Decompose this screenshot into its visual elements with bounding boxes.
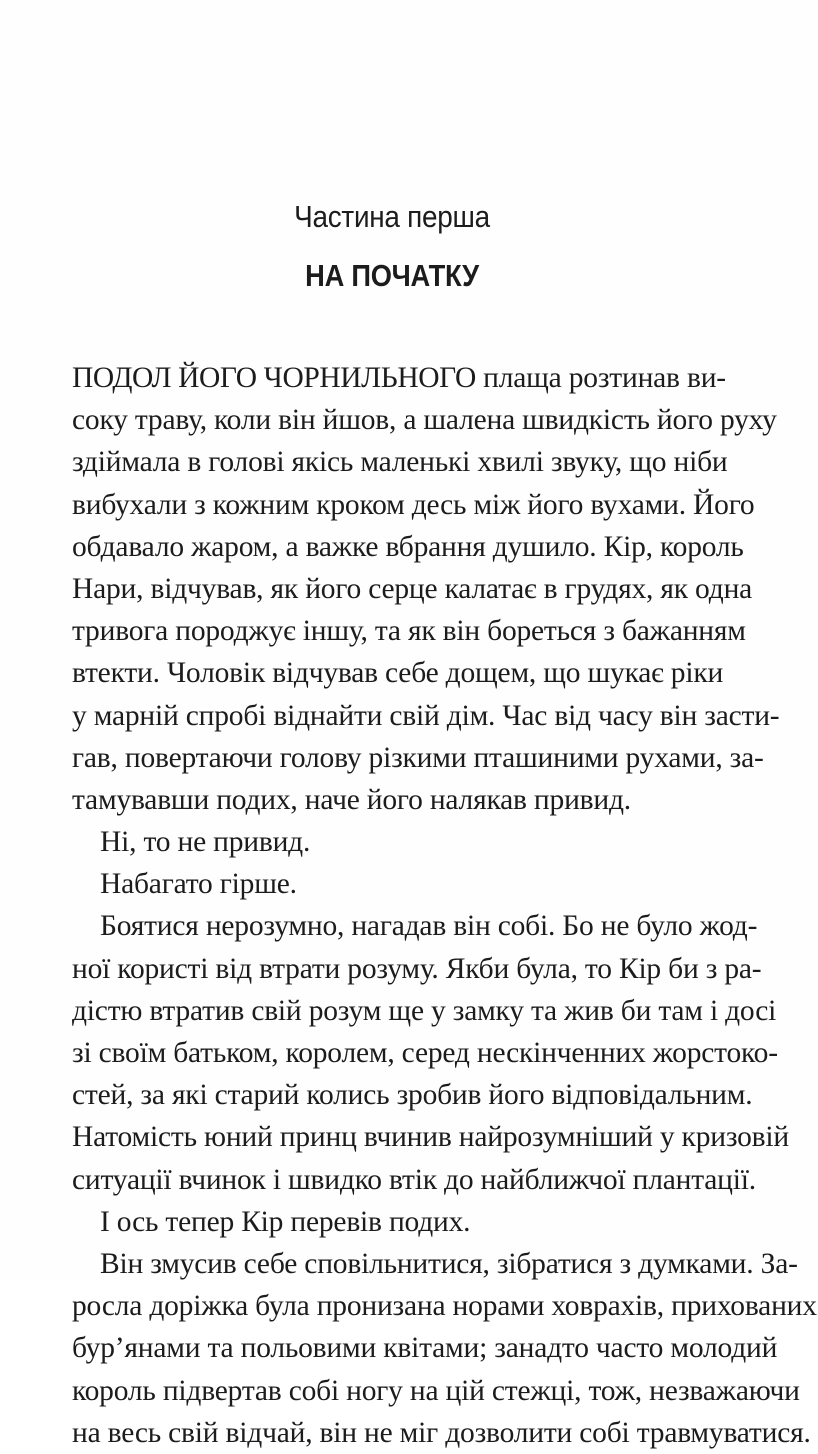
- text-line: [72, 948, 762, 990]
- text-line: [72, 821, 710, 863]
- line-text: стей, за які старий колись зробив його відповідальним.: [72, 1079, 753, 1112]
- line-text: плаща розтинав ви-: [483, 362, 726, 394]
- text-line: [72, 1074, 753, 1116]
- text-line: [72, 1285, 817, 1327]
- line-text: Він змусив себе сповільнитися, зібратися з думками. За-: [100, 1247, 798, 1280]
- line-text: гав, повертаючи голову різкими пташиними рухами, за-: [72, 741, 764, 774]
- line-text: ситуації вчинок і швидко втік до найближчої плантації.: [72, 1163, 756, 1196]
- part-title: Частина перша: [294, 199, 490, 234]
- text-line: [72, 695, 780, 737]
- line-text: Натомість юний принц вчинив найрозумніший у кризовій: [72, 1121, 789, 1154]
- text-line: [72, 1243, 798, 1285]
- line-text: тривога породжує іншу, та як він бореться з бажанням: [72, 615, 746, 648]
- line-text: втекти. Чоловік відчував себе дощем, що шукає ріки: [72, 657, 724, 690]
- text-line: [72, 610, 746, 652]
- line-text: І ось тепер Кір перевів подих.: [100, 1205, 471, 1238]
- text-line: [72, 568, 753, 610]
- line-text: дістю втратив свій розум ще у замку та жив би там і досі: [72, 994, 777, 1027]
- text-line: [72, 484, 755, 526]
- line-text: обдавало жаром, а важке вбрання душило. Кір, король: [72, 530, 744, 563]
- line-text: Набагато гірше.: [100, 868, 297, 901]
- text-line: [72, 990, 777, 1032]
- text-line: [72, 1370, 800, 1412]
- line-text: соку траву, коли він йшов, а шалена швидкість його руху: [72, 404, 777, 437]
- line-text: Боятися нерозумно, нагадав він собі. Бо не було жод-: [100, 910, 758, 943]
- line-text: вибухали з кожним кроком десь між його вухами. Його: [72, 488, 755, 521]
- text-line: [72, 1201, 710, 1243]
- text-line: [72, 1116, 789, 1158]
- chapter-body: [72, 357, 817, 1454]
- line-text: у марній спробі віднайти свій дім. Час від часу він засти-: [72, 699, 780, 732]
- line-text: росла доріжка була пронизана норами ховрахів, прихованих: [72, 1290, 817, 1323]
- line-text: бур’янами та польовими квітами; занадто часто молодий: [72, 1332, 778, 1365]
- text-line: [72, 737, 764, 779]
- line-text: ної користі від втрати розуму. Якби була, то Кір би з ра-: [72, 952, 762, 985]
- text-line: [72, 441, 728, 483]
- text-line: [72, 399, 777, 441]
- text-line: [72, 526, 744, 568]
- line-text: Нари, відчував, як його серце калатає в грудях, як одна: [72, 572, 753, 605]
- line-text: на весь свій відчай, він не міг дозволити собі травмуватися.: [72, 1416, 811, 1449]
- text-line: [72, 905, 758, 947]
- text-line: [72, 863, 710, 905]
- line-text: зі своїм батьком, королем, серед нескінченних жорстоко-: [72, 1037, 778, 1069]
- line-text: Ні, то не привид.: [100, 826, 311, 859]
- text-line: [72, 1327, 778, 1369]
- chapter-title: НА ПОЧАТКУ: [305, 258, 479, 293]
- text-line: [72, 652, 724, 694]
- text-line: [72, 1032, 778, 1074]
- text-line: [72, 1412, 811, 1454]
- text-line: [72, 1159, 756, 1201]
- lead-in-caps: ПОДОЛ ЙОГО ЧОРНИЛЬНОГО: [72, 362, 476, 394]
- line-text: король підвертав собі ногу на цій стежці, тож, незважаючи: [72, 1374, 800, 1407]
- text-line: [72, 779, 710, 821]
- line-text: тамувавши подих, наче його налякав привид.: [72, 783, 631, 816]
- line-text: здіймала в голові якісь маленькі хвилі звуку, що ніби: [72, 446, 728, 479]
- text-line: [72, 357, 726, 399]
